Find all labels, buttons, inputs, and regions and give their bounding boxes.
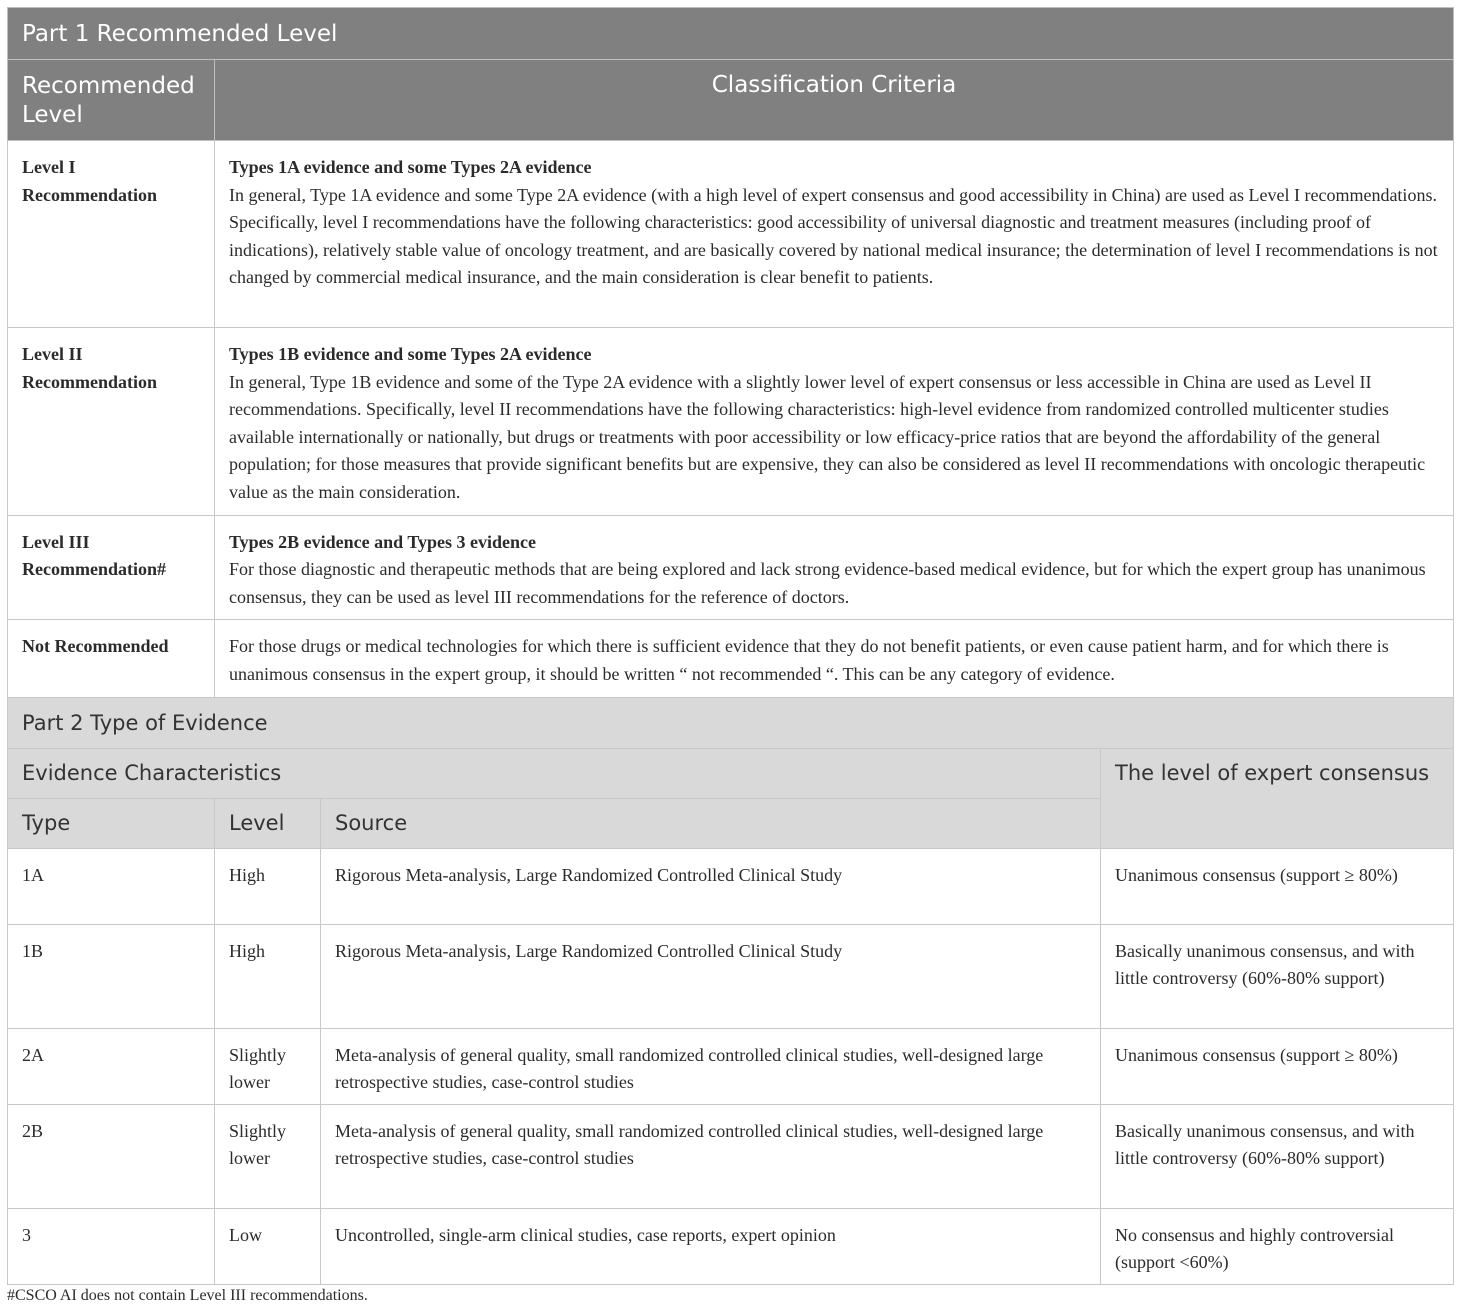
evidence-level: Slightly lower <box>215 1028 321 1104</box>
recommendation-table <box>7 7 1454 1285</box>
criteria-text: In general, Type 1A evidence and some Type 2A evidence (with a high level of expert consensus and good accessibility in China) are used as Level I recommendations. Specifically, level I recommendations have the following characteristics: good accessibility of universal diagnostic and treatment measures (including proof of indications), relatively stable value of oncology treatment, and are basically covered by national medical insurance; the determination of level I recommendations is not changed by commercial medical insurance, and the main consideration is clear benefit to patients. <box>229 184 1438 288</box>
recommendation-table-wrapper <box>7 7 1453 1285</box>
expert-consensus: Basically unanimous consensus, and with little controversy (60%-80% support) <box>1101 924 1454 1028</box>
table-row <box>8 848 1454 924</box>
header-type: Type <box>8 798 215 848</box>
recommendation-level: Not Recommended <box>8 620 215 697</box>
table-row <box>8 620 1454 697</box>
classification-criteria <box>215 141 1454 328</box>
expert-consensus: Basically unanimous consensus, and with little controversy (60%-80% support) <box>1101 1104 1454 1208</box>
part1-title-row <box>8 8 1454 60</box>
evidence-type: 2A <box>8 1028 215 1104</box>
table-row <box>8 328 1454 516</box>
criteria-heading: Types 1B evidence and some Types 2A evidence <box>229 344 592 364</box>
evidence-level: High <box>215 848 321 924</box>
recommendation-level: Level I Recommendation <box>8 141 215 328</box>
criteria-heading: Types 1A evidence and some Types 2A evidence <box>229 157 592 177</box>
classification-criteria <box>215 328 1454 516</box>
part2-title: Part 2 Type of Evidence <box>8 697 1454 748</box>
table-footnote: #CSCO AI does not contain Level III recommendations. <box>7 1287 368 1304</box>
evidence-source: Rigorous Meta-analysis, Large Randomized Controlled Clinical Study <box>321 848 1101 924</box>
part1-title: Part 1 Recommended Level <box>8 8 1454 60</box>
criteria-heading: Types 2B evidence and Types 3 evidence <box>229 531 537 552</box>
evidence-source: Meta-analysis of general quality, small randomized controlled clinical studies, well-designed large retrospective studies, case-control studies <box>321 1104 1101 1208</box>
evidence-level: Low <box>215 1208 321 1284</box>
recommendation-level: Level II Recommendation <box>8 328 215 516</box>
evidence-type: 1A <box>8 848 215 924</box>
expert-consensus: No consensus and highly controversial (support <60%) <box>1101 1208 1454 1284</box>
table-row <box>8 1028 1454 1104</box>
part2-title-row <box>8 697 1454 748</box>
criteria-text: In general, Type 1B evidence and some of the Type 2A evidence with a slightly lower level of expert consensus or less accessible in China are used as Level II recommendations. Specifically, level II recommendations have the following characteristics: high-level evidence from randomized controlled multicenter studies available internationally or nationally, but drugs or treatments with poor accessibility or low efficacy-price ratios that are beyond the affordability of the general population; for those measures that provide significant benefits but are expensive, they can also be considered as level II recommendations with oncologic therapeutic value as the main consideration. <box>229 371 1426 502</box>
recommendation-level: Level III Recommendation# <box>8 515 215 620</box>
expert-consensus: Unanimous consensus (support ≥ 80%) <box>1101 848 1454 924</box>
table-row <box>8 1208 1454 1284</box>
evidence-source: Uncontrolled, single-arm clinical studies, case reports, expert opinion <box>321 1208 1101 1284</box>
header-recommended-level: Recommended Level <box>8 60 215 141</box>
evidence-type: 3 <box>8 1208 215 1284</box>
evidence-type: 1B <box>8 924 215 1028</box>
table-row <box>8 1104 1454 1208</box>
part2-header-row <box>8 748 1454 798</box>
header-level: Level <box>215 798 321 848</box>
evidence-level: High <box>215 924 321 1028</box>
criteria-text: For those diagnostic and therapeutic methods that are being explored and lack strong evidence-based medical evidence, but for which the expert group has unanimous consensus, they can be used as level III recommendations for the reference of doctors. <box>229 559 1426 607</box>
criteria-text: For those drugs or medical technologies for which there is sufficient evidence that they do not benefit patients, or even cause patient harm, and for which there is unanimous consensus in the expert group, it should be written “ not recommended “. This can be any category of evidence. <box>229 636 1389 684</box>
evidence-level: Slightly lower <box>215 1104 321 1208</box>
header-expert-consensus: The level of expert consensus <box>1101 748 1454 848</box>
table-row <box>8 515 1454 620</box>
evidence-type: 2B <box>8 1104 215 1208</box>
classification-criteria <box>215 620 1454 697</box>
table-row <box>8 924 1454 1028</box>
table-row <box>8 141 1454 328</box>
header-classification-criteria: Classification Criteria <box>215 60 1454 141</box>
classification-criteria <box>215 515 1454 620</box>
expert-consensus: Unanimous consensus (support ≥ 80%) <box>1101 1028 1454 1104</box>
part1-header-row <box>8 60 1454 141</box>
evidence-source: Rigorous Meta-analysis, Large Randomized Controlled Clinical Study <box>321 924 1101 1028</box>
header-evidence-characteristics: Evidence Characteristics <box>8 748 1101 798</box>
header-source: Source <box>321 798 1101 848</box>
evidence-source: Meta-analysis of general quality, small randomized controlled clinical studies, well-designed large retrospective studies, case-control studies <box>321 1028 1101 1104</box>
